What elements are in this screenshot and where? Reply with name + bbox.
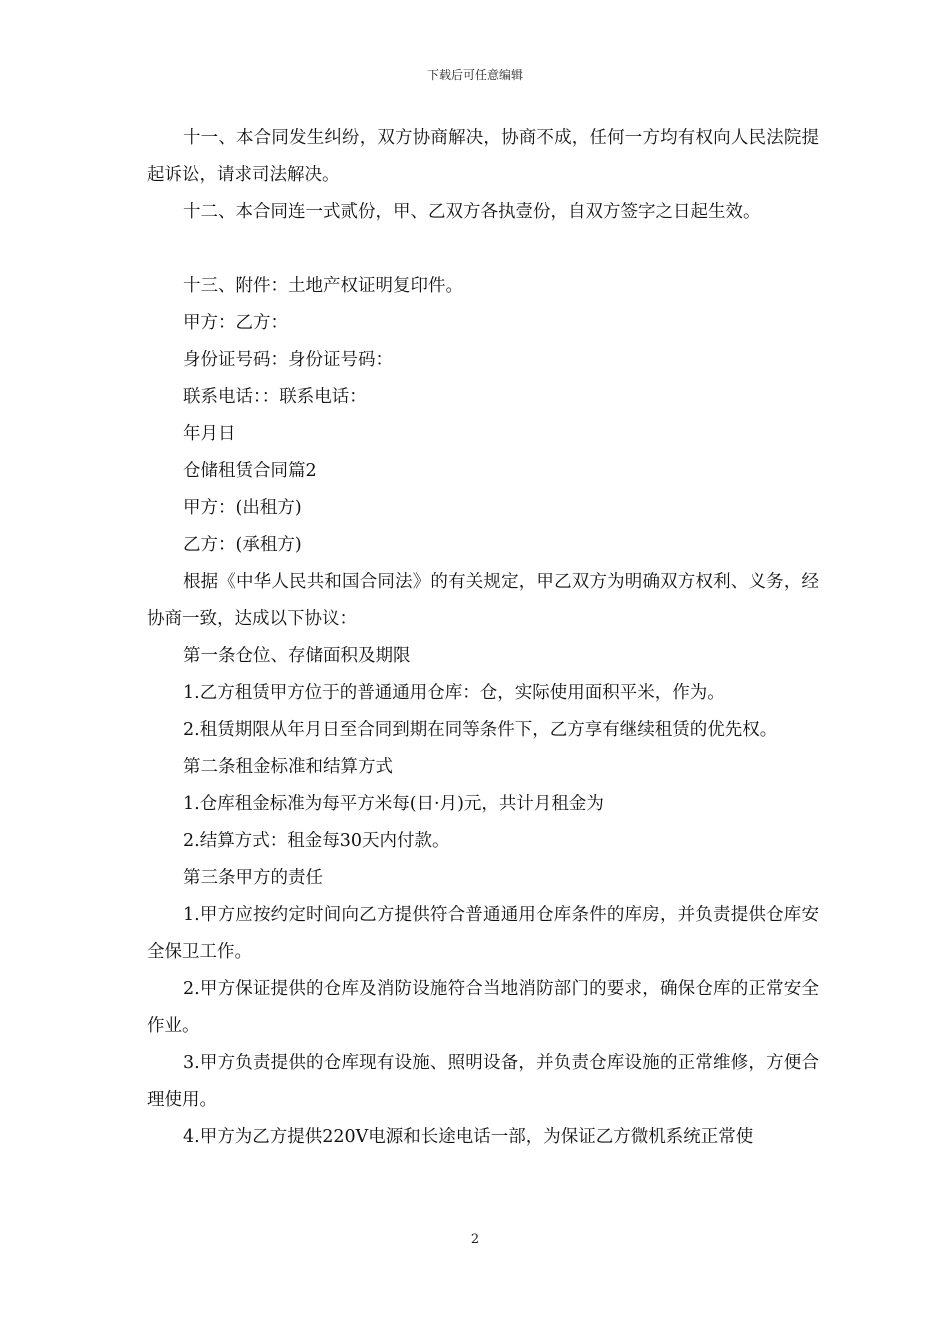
page-number: 2 [470, 1232, 480, 1247]
blank-line [147, 231, 819, 268]
document-body [147, 120, 819, 1156]
paragraph: 1.仓库租金标准为每平方米每(日·月)元，共计月租金为 [183, 794, 604, 814]
signature-date-line: 年月日 [183, 424, 236, 444]
signature-id-line: 身份证号码：身份证号码： [183, 350, 393, 370]
paragraph: 十一、本合同发生纠纷，双方协商解决，协商不成，任何一方均有权向人民法院提起诉讼，请求司法解决。 [147, 128, 819, 185]
signature-party-line: 甲方：乙方： [183, 313, 288, 333]
paragraph: 2.甲方保证提供的仓库及消防设施符合当地消防部门的要求，确保仓库的正常安全作业。 [147, 979, 819, 1036]
paragraph: 4.甲方为乙方提供220V电源和长途电话一部，为保证乙方微机系统正常使 [183, 1127, 754, 1147]
paragraph: 1.甲方应按约定时间向乙方提供符合普通通用仓库条件的库房，并负责提供仓库安全保卫工作。 [147, 905, 819, 962]
paragraph: 1.乙方租赁甲方位于的普通通用仓库：仓，实际使用面积平米，作为。 [183, 683, 725, 703]
paragraph: 2.租赁期限从年月日至合同到期在同等条件下，乙方享有继续租赁的优先权。 [183, 720, 778, 740]
signature-phone-line: 联系电话：：联系电话： [183, 387, 367, 407]
party-b-line: 乙方：(承租方) [183, 535, 302, 555]
paragraph: 十二、本合同连一式贰份，甲、乙双方各执壹份，自双方签字之日起生效。 [183, 202, 761, 222]
article-heading: 第三条甲方的责任 [183, 868, 323, 888]
paragraph: 十三、附件：土地产权证明复印件。 [183, 276, 463, 296]
paragraph: 2.结算方式：租金每30天内付款。 [183, 831, 450, 851]
paragraph: 根据《中华人民共和国合同法》的有关规定，甲乙双方为明确双方权利、义务，经协商一致，达成以下协议： [147, 572, 819, 629]
paragraph: 3.甲方负责提供的仓库现有设施、照明设备，并负责仓库设施的正常维修，方便合理使用。 [147, 1053, 819, 1110]
page-header: 下载后可任意编辑 [426, 68, 523, 82]
article-heading: 第一条仓位、存储面积及期限 [183, 646, 411, 666]
section-title: 仓储租赁合同篇2 [183, 461, 317, 481]
article-heading: 第二条租金标准和结算方式 [183, 757, 393, 777]
party-a-line: 甲方：(出租方) [183, 498, 302, 518]
